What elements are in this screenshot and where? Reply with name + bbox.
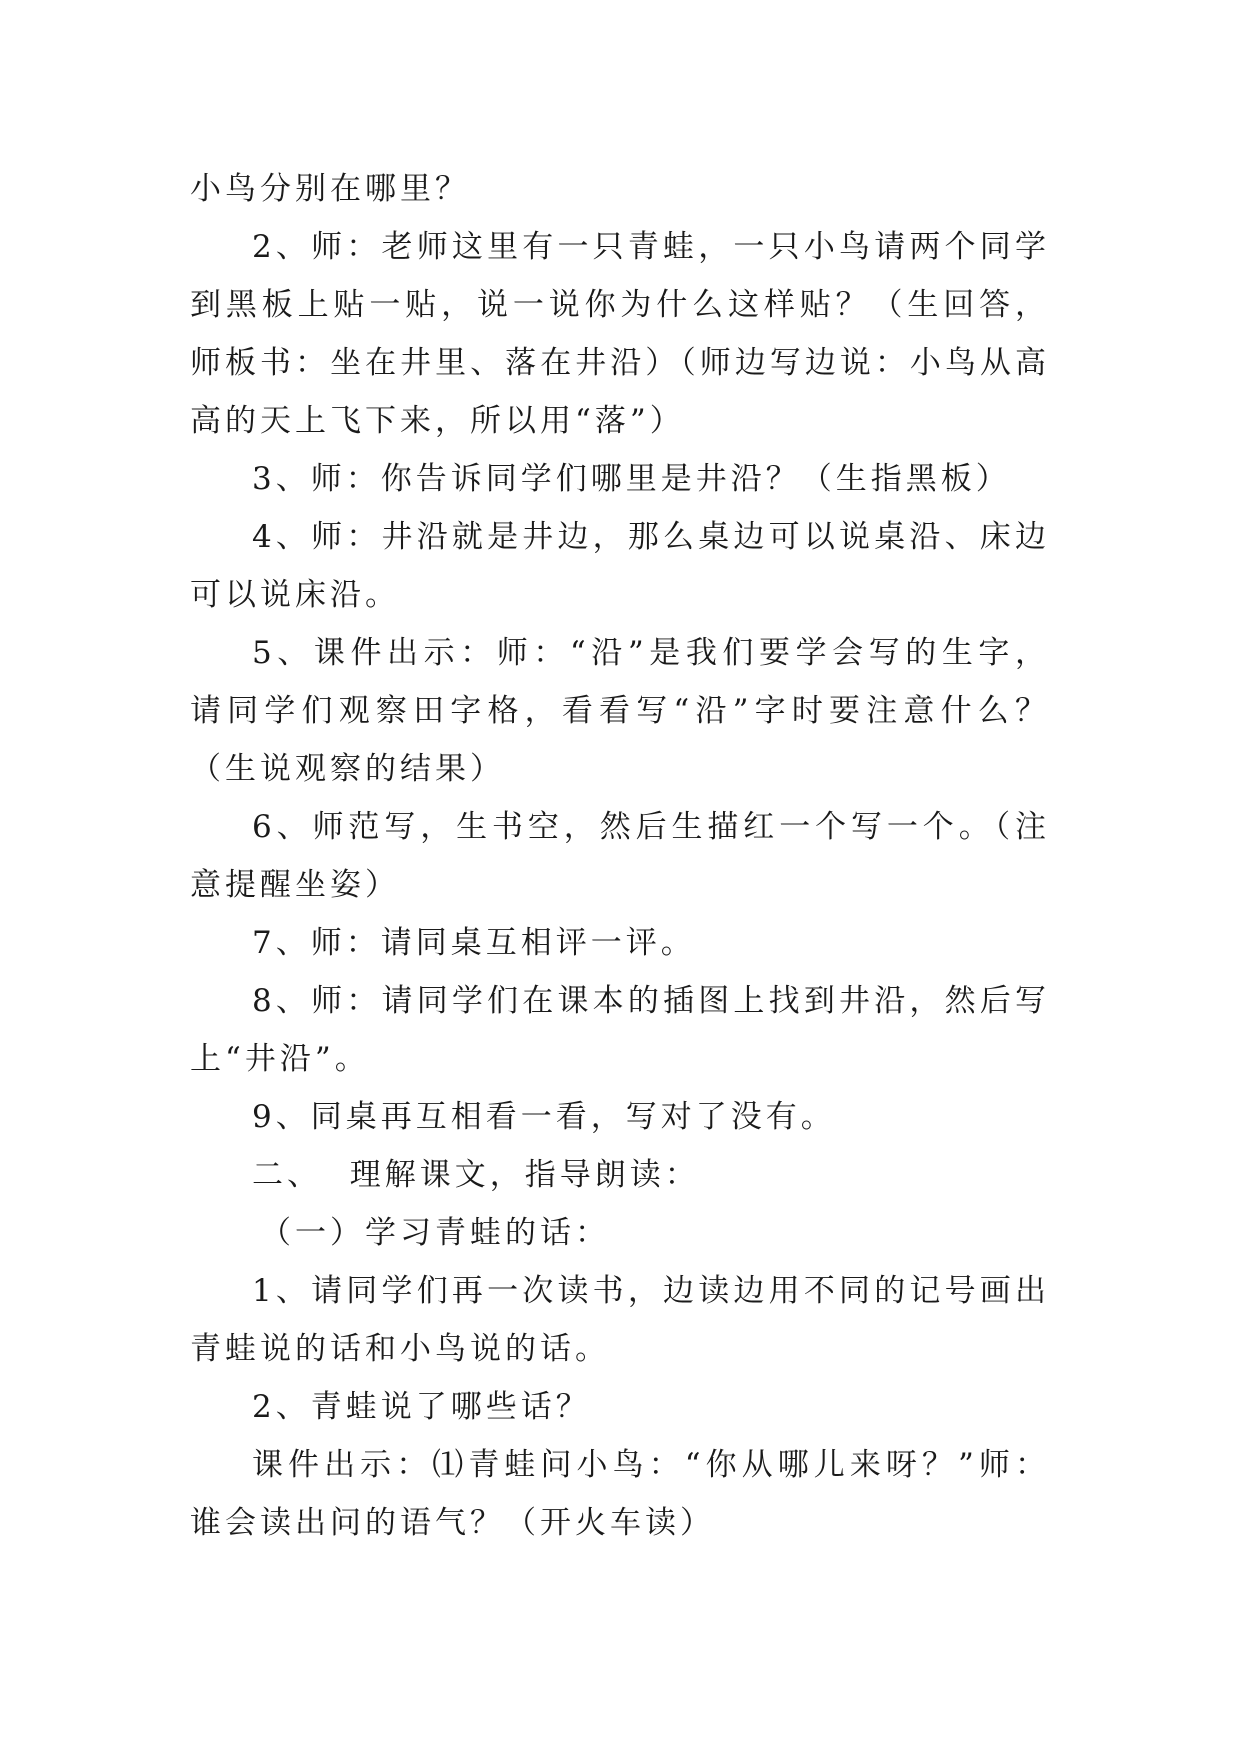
section-heading: 二、 理解课文，指导朗读： bbox=[252, 1157, 700, 1193]
paragraph-6: 6、师范写，生书空，然后生描红一个写一个。（注意提醒坐姿） bbox=[190, 809, 1050, 903]
subsection-heading: （一）学习青蛙的话： bbox=[260, 1215, 610, 1251]
paragraph-9: 9、同桌再互相看一看，写对了没有。 bbox=[252, 1099, 836, 1135]
paragraph-7: 7、师：请同桌互相评一评。 bbox=[252, 925, 696, 961]
paragraph-1: 小鸟分别在哪里？ bbox=[190, 171, 470, 207]
paragraph-3: 3、师：你告诉同学们哪里是井沿？（生指黑板） bbox=[252, 461, 1011, 497]
paragraph-4: 4、师：井沿就是井边，那么桌边可以说桌沿、床边可以说床沿。 bbox=[190, 519, 1050, 613]
paragraph-2: 2、师：老师这里有一只青蛙，一只小鸟请两个同学到黑板上贴一贴，说一说你为什么这样贴？（生回答，师板书：坐在井里、落在井沿）（师边写边说：小鸟从高高的天上飞下来，所以用“落”） bbox=[190, 229, 1050, 439]
paragraph-14: 课件出示：⑴青蛙问小鸟：“你从哪儿来呀？”师：谁会读出问的语气？（开火车读） bbox=[190, 1447, 1050, 1541]
paragraph-5: 5、课件出示：师：“沿”是我们要学会写的生字，请同学们观察田字格，看看写“沿”字时要注意什么？（生说观察的结果） bbox=[190, 635, 1050, 787]
paragraph-8: 8、师：请同学们在课本的插图上找到井沿，然后写上“井沿”。 bbox=[190, 983, 1050, 1077]
document-page bbox=[190, 160, 1050, 1552]
paragraph-13: 2、青蛙说了哪些话？ bbox=[252, 1389, 591, 1425]
paragraph-12: 1、请同学们再一次读书，边读边用不同的记号画出青蛙说的话和小鸟说的话。 bbox=[190, 1273, 1050, 1367]
